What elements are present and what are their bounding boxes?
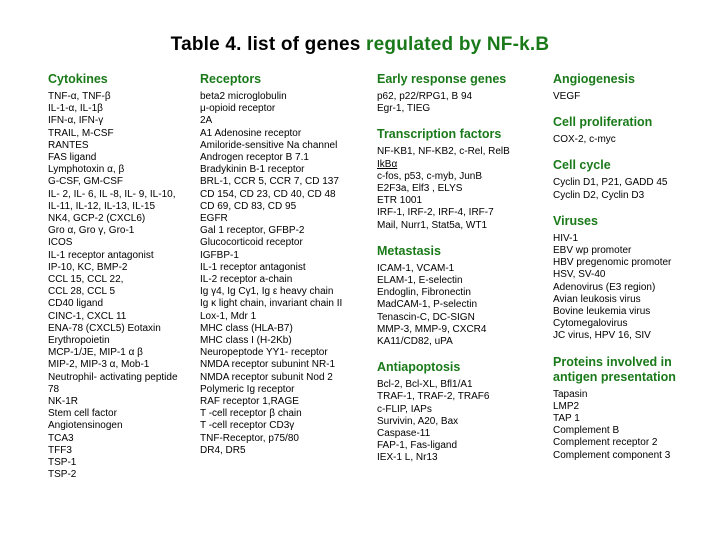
gene-item: VEGF [553,91,581,102]
gene-item: c-FLIP, IAPs [377,403,432,415]
section-heading: Proteins involved in antigen presentation [553,354,676,384]
gene-item: MadCAM-1, P-selectin [377,299,478,311]
gene-item: CINC-1, CXCL 11 [48,310,127,322]
gene-item: TFF3 [48,444,72,456]
gene-item: TAP 1 [553,413,580,425]
gene-item: 2A [200,115,213,127]
gene-item: ICAM-1, VCAM-1 [377,262,455,274]
section-heading: Receptors [200,72,262,86]
gene-item: T -cell receptor β chain [200,408,302,420]
gene-item: Survivin, A20, Bax [377,415,459,427]
gene-item: Adenovirus (E3 region) [553,281,656,293]
gene-item: IGFBP-1 [200,249,239,261]
gene-item: Gal 1 receptor, GFBP-2 [200,225,305,237]
gene-item: MMP-3, MMP-9, CXCR4 [377,323,487,335]
section-heading: Early response genes [377,72,507,86]
gene-item: Cytomegalovirus [553,318,628,330]
gene-item: EGFR [200,213,228,225]
gene-item: Cyclin D2, Cyclin D3 [553,189,645,201]
gene-item: DR4, DR5 [200,444,246,456]
gene-item: RANTES [48,139,89,151]
gene-item: IL-11, IL-12, IL-13, IL-15 [48,200,156,212]
gene-item: 78 [48,383,60,395]
gene-item: IL-1-α, IL-1β [48,103,103,115]
gene-list [553,134,718,146]
gene-item: G-CSF, GM-CSF [48,176,123,188]
gene-item: Gro α, Gro γ, Gro-1 [48,225,135,237]
gene-item: p62, p22/RPG1, B 94 [377,91,473,102]
gene-item: Androgen receptor B 7.1 [200,152,309,164]
gene-item: HBV pregenomic promoter [553,257,672,269]
section-heading: Transcription factors [377,127,502,142]
table-title [0,34,720,56]
gene-item: Mail, Nurr1, Stat5a, WT1 [377,219,488,231]
gene-item: MIP-2, MIP-3 α, Mob-1 [48,359,150,371]
gene-item: IP-10, KC, BMP-2 [48,261,128,273]
gene-item: CD 69, CD 83, CD 95 [200,200,297,212]
gene-list [553,91,718,103]
title-highlight: regulated by NF-k.B [366,34,550,55]
gene-item: RAF receptor 1,RAGE [200,396,299,408]
gene-list [553,233,718,343]
gene-item: Complement component 3 [553,449,671,461]
gene-item: Neuropeptode YY1- receptor [200,347,328,359]
column-3 [377,72,547,465]
gene-item: Complement B [553,425,620,437]
gene-item: Lymphotoxin α, β [48,164,125,176]
gene-item: BRL-1, CCR 5, CCR 7, CD 137 [200,176,339,188]
gene-list [553,177,718,201]
gene-item: NMDA receptor subunit Nod 2 [200,371,333,383]
gene-list [553,389,718,462]
gene-item: ELAM-1, E-selectin [377,275,463,287]
gene-list [200,91,370,457]
gene-item: Bovine leukemia virus [553,306,651,318]
gene-item: c-fos, p53, c-myb, JunB [377,170,483,182]
gene-item: IL-1 receptor antagonist [200,261,306,273]
gene-item: Cyclin D1, P21, GADD 45 [553,177,668,189]
gene-item: T -cell receptor CD3γ [200,420,295,432]
gene-item: Stem cell factor [48,408,117,420]
gene-item: Polymeric Ig receptor [200,383,295,395]
gene-item: CD 154, CD 23, CD 40, CD 48 [200,188,336,200]
gene-item: Bradykinin B-1 receptor [200,164,305,176]
gene-item: TSP-2 [48,469,77,481]
gene-item: Egr-1, TIEG [377,103,431,115]
gene-item: TSP-1 [48,457,77,469]
gene-item: Ig κ light chain, invariant chain II [200,298,343,310]
gene-item: MHC class (HLA-B7) [200,322,293,334]
gene-item: Ig γ4, Ig Cγ1, Ig ε heavy chain [200,286,334,298]
gene-item: MHC class I (H-2Kb) [200,335,292,347]
gene-item: KA11/CD82, uPA [377,336,453,348]
gene-item: beta2 microglobulin [200,91,287,102]
section-heading: Cytokines [48,72,108,86]
gene-item: Erythropoietin [48,335,110,347]
gene-item: IL-1 receptor antagonist [48,249,154,261]
column-1 [48,72,198,482]
gene-item: Neutrophil- activating peptide [48,371,178,383]
gene-item: NK-1R [48,396,79,408]
gene-item: NF-KB1, NF-KB2, c-Rel, RelB [377,146,510,158]
gene-item: Amiloride-sensitive Na channel [200,139,338,151]
gene-item: NMDA receptor subunint NR-1 [200,359,336,371]
gene-item: Lox-1, Mdr 1 [200,310,257,322]
gene-item: Caspase-11 [377,428,431,440]
gene-item: FAS ligand [48,152,97,164]
gene-item: CCL 28, CCL 5 [48,286,116,298]
gene-item: Tapasin [553,388,588,400]
gene-item: NK4, GCP-2 (CXCL6) [48,213,146,225]
gene-item: EBV wp promoter [553,245,632,257]
gene-item: TCA3 [48,432,74,444]
section-heading: Metastasis [377,243,441,258]
gene-item: JC virus, HPV 16, SIV [553,330,651,342]
section-heading: Cell proliferation [553,115,653,130]
section-heading: Cell cycle [553,158,611,173]
gene-item: TNF-α, TNF-β [48,91,111,102]
section-heading: Angiogenesis [553,72,635,86]
gene-item: HSV, SV-40 [553,269,606,281]
gene-item: IL-2 receptor a-chain [200,274,293,286]
gene-item: Tenascin-C, DC-SIGN [377,311,475,323]
gene-item: Glucocorticoid receptor [200,237,303,249]
gene-list [377,379,547,464]
gene-list [377,146,547,231]
gene-item: TRAIL, M-CSF [48,127,114,139]
gene-item: FAP-1, Fas-ligand [377,440,458,452]
gene-item: E2F3a, Elf3 , ELYS [377,183,463,195]
gene-item: ENA-78 (CXCL5) Eotaxin [48,322,161,334]
gene-item: IEX-1 L, Nr13 [377,452,438,464]
section-heading: Viruses [553,213,598,228]
gene-item: A1 Adenosine receptor [200,127,302,139]
title-prefix: Table 4. list of genes [170,34,367,55]
gene-item: IFN-α, IFN-γ [48,115,104,127]
column-2 [200,72,370,457]
gene-item: Bcl-2, Bcl-XL, Bfl1/A1 [377,379,473,391]
gene-item: MCP-1/JE, MIP-1 α β [48,347,143,359]
gene-item: LMP2 [553,400,580,412]
gene-item: TNF-Receptor, p75/80 [200,432,299,444]
gene-item: IL- 2, IL- 6, IL -8, IL- 9, IL-10, [48,188,176,200]
gene-item: ETR 1001 [377,195,423,207]
gene-list [48,91,198,482]
gene-item: IkBα [377,158,398,170]
gene-item: ICOS [48,237,73,249]
gene-item: COX-2, c-myc [553,134,616,146]
gene-item: IRF-1, IRF-2, IRF-4, IRF-7 [377,207,494,219]
gene-item: HIV-1 [553,232,579,244]
gene-item: Complement receptor 2 [553,437,658,449]
gene-item: TRAF-1, TRAF-2, TRAF6 [377,391,490,403]
gene-item: Angiotensinogen [48,420,123,432]
gene-item: CD40 ligand [48,298,104,310]
section-heading: Antiapoptosis [377,360,461,375]
gene-list [377,263,547,348]
gene-item: Avian leukosis virus [553,293,641,305]
gene-list [377,91,547,115]
gene-item: CCL 15, CCL 22, [48,274,124,286]
column-4 [553,72,718,462]
gene-item: Endoglin, Fibronectin [377,287,471,299]
gene-item: μ-opioid receptor [200,103,276,115]
